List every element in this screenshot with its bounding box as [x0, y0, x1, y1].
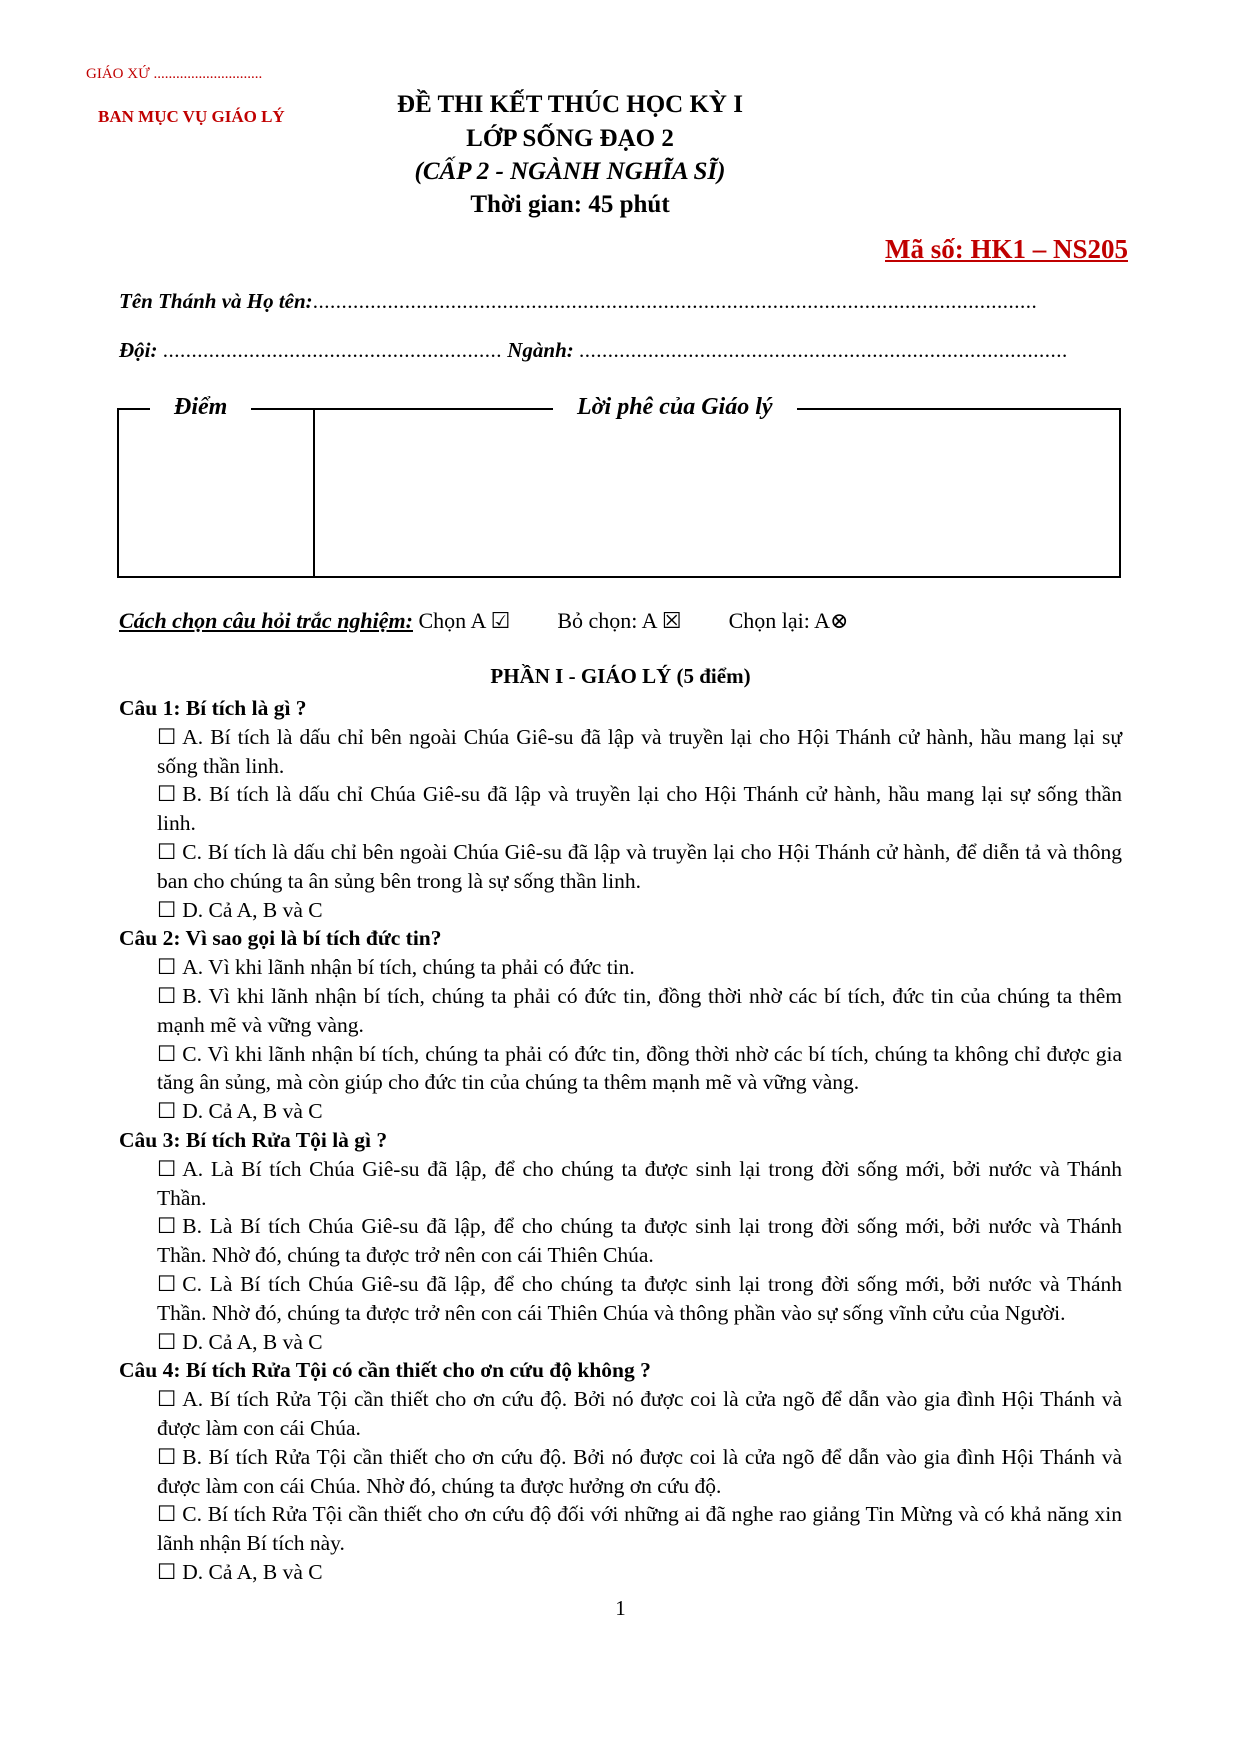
checkbox-icon[interactable]: ☐	[157, 1214, 177, 1239]
team-branch-row	[119, 338, 1068, 363]
checkbox-icon[interactable]: ☐	[157, 839, 177, 864]
catechism-board-label: BAN MỤC VỤ GIÁO LÝ	[98, 107, 285, 126]
checkbox-icon[interactable]: ☐	[157, 983, 177, 1008]
answer-option[interactable]: ☐ B. Bí tích Rửa Tội cần thiết cho ơn cứu độ. Bởi nó được coi là cửa ngõ để dẫn vào gia đình Hội Thánh và được làm con cái Chúa. Nhờ đó, chúng ta được hưởng ơn cứu độ.	[157, 1444, 1122, 1498]
checkbox-icon[interactable]: ☐	[157, 1444, 177, 1469]
class-title: LỚP SỐNG ĐẠO 2	[466, 125, 674, 152]
duration-title: Thời gian: 45 phút	[470, 191, 670, 218]
checkbox-icon[interactable]: ☐	[157, 724, 177, 749]
answer-instructions	[119, 608, 848, 634]
student-name-row	[119, 289, 1037, 314]
score-label: Điểm	[150, 394, 251, 421]
answer-option[interactable]: ☐ C. Bí tích là dấu chỉ bên ngoài Chúa Giê-su đã lập và truyền lại cho Hội Thánh cử hành, để diễn tả và thông ban cho chúng ta ân sủng bên trong là sự sống thần linh.	[157, 839, 1122, 893]
answer-option[interactable]: ☐ B. Bí tích là dấu chỉ Chúa Giê-su đã lập và truyền lại cho Hội Thánh cử hành, hầu mang lại sự sống thần linh.	[157, 782, 1122, 836]
question-title: Câu 1: Bí tích là gì ?	[119, 696, 307, 720]
answer-option[interactable]: ☐ B. Là Bí tích Chúa Giê-su đã lập, để cho chúng ta được sinh lại trong đời sống mới, bởi nước và Thánh Thần. Nhờ đó, chúng ta được trở nên con cái Thiên Chúa.	[157, 1214, 1122, 1268]
answer-option[interactable]: ☐ A. Bí tích là dấu chỉ bên ngoài Chúa Giê-su đã lập và truyền lại cho Hội Thánh cử hành, hầu mang lại sự sống thần linh.	[157, 724, 1122, 778]
checkbox-icon[interactable]: ☐	[157, 1329, 177, 1354]
checkbox-icon[interactable]: ☐	[157, 1502, 177, 1527]
checkbox-icon[interactable]: ☐	[157, 782, 177, 807]
branch-field[interactable]: .....................................................................................	[579, 338, 1068, 362]
answer-option[interactable]: ☐ D. Cả A, B và C	[119, 896, 1122, 925]
exam-title: ĐỀ THI KẾT THÚC HỌC KỲ I	[397, 91, 743, 118]
page-number: 1	[615, 1596, 626, 1620]
answer-option[interactable]: ☐ C. Là Bí tích Chúa Giê-su đã lập, để cho chúng ta được sinh lại trong đời sống mới, bởi nước và Thánh Thần. Nhờ đó, chúng ta được trở nên con cái Thiên Chúa và thông phần vào sự sống vĩnh cửu của Người.	[157, 1271, 1122, 1325]
box-divider	[313, 408, 315, 578]
answer-option[interactable]: ☐ D. Cả A, B và C	[119, 1328, 1122, 1357]
instructions-label: Cách chọn câu hỏi trắc nghiệm:	[119, 608, 413, 633]
answer-option[interactable]: ☐ A. Là Bí tích Chúa Giê-su đã lập, để cho chúng ta được sinh lại trong đời sống mới, bởi nước và Thánh Thần.	[157, 1156, 1122, 1210]
answer-option[interactable]: ☐ D. Cả A, B và C	[119, 1097, 1122, 1126]
answer-option[interactable]: ☐ D. Cả A, B và C	[119, 1558, 1122, 1587]
question-title: Câu 4: Bí tích Rửa Tội có cần thiết cho ơn cứu độ không ?	[119, 1358, 651, 1383]
instruction-rechoose: Chọn lại: A⊗	[728, 608, 849, 633]
student-name-field[interactable]: ..............................................................................................................................	[312, 289, 1038, 313]
checkbox-icon[interactable]: ☐	[157, 955, 177, 980]
checkbox-icon[interactable]: ☐	[157, 1156, 177, 1181]
instruction-choose: Chọn A ☑	[418, 608, 511, 633]
question	[119, 694, 1122, 924]
checkbox-icon[interactable]: ☐	[157, 1099, 177, 1124]
question-title: Câu 2: Vì sao gọi là bí tích đức tin?	[119, 926, 442, 951]
question	[119, 1126, 1122, 1356]
answer-option[interactable]: ☐ A. Bí tích Rửa Tội cần thiết cho ơn cứu độ. Bởi nó được coi là cửa ngõ để dẫn vào gia đình Hội Thánh và được làm con cái Chúa.	[157, 1387, 1122, 1440]
section-title: PHẦN I - GIÁO LÝ (5 điểm)	[490, 664, 751, 688]
parish-field: GIÁO XỨ .............................	[86, 66, 263, 82]
score-comment-box	[117, 408, 1121, 578]
exam-code: Mã số: HK1 – NS205	[885, 234, 1128, 264]
checkbox-icon[interactable]: ☐	[157, 897, 177, 922]
answer-option[interactable]: ☐ C. Bí tích Rửa Tội cần thiết cho ơn cứu độ đối với những ai đã nghe rao giảng Tin Mừng và có khả năng xin lãnh nhận Bí tích này.	[157, 1502, 1122, 1556]
comment-label: Lời phê của Giáo lý	[553, 394, 797, 421]
answer-option[interactable]: ☐ C. Vì khi lãnh nhận bí tích, chúng ta phải có đức tin, đồng thời nhờ các bí tích, chúng ta không chỉ được gia tăng ân sủng, mà còn giúp cho đức tin của chúng ta thêm mạnh mẽ và vững vàng.	[157, 1041, 1122, 1095]
instruction-unchoose: Bỏ chọn: A ☒	[557, 608, 682, 633]
question-list	[119, 694, 1122, 1587]
level-title: (CẤP 2 - NGÀNH NGHĨA SĨ)	[414, 158, 726, 185]
checkbox-icon[interactable]: ☐	[157, 1271, 177, 1296]
answer-option[interactable]: ☐ B. Vì khi lãnh nhận bí tích, chúng ta phải có đức tin, đồng thời nhờ các bí tích, đức tin của chúng ta thêm mạnh mẽ và vững vàng.	[157, 983, 1122, 1037]
question-title: Câu 3: Bí tích Rửa Tội là gì ?	[119, 1127, 388, 1152]
branch-label: Ngành:	[507, 338, 574, 362]
answer-option[interactable]: ☐ A. Vì khi lãnh nhận bí tích, chúng ta phải có đức tin.	[119, 953, 1122, 982]
question	[119, 1356, 1122, 1586]
checkbox-icon[interactable]: ☐	[157, 1559, 177, 1584]
checkbox-icon[interactable]: ☐	[157, 1387, 177, 1412]
team-field[interactable]: ...........................................................	[162, 338, 502, 362]
team-label: Đội:	[119, 338, 158, 362]
checkbox-icon[interactable]: ☐	[157, 1041, 177, 1066]
question	[119, 924, 1122, 1126]
student-name-label: Tên Thánh và Họ tên:	[119, 289, 313, 313]
